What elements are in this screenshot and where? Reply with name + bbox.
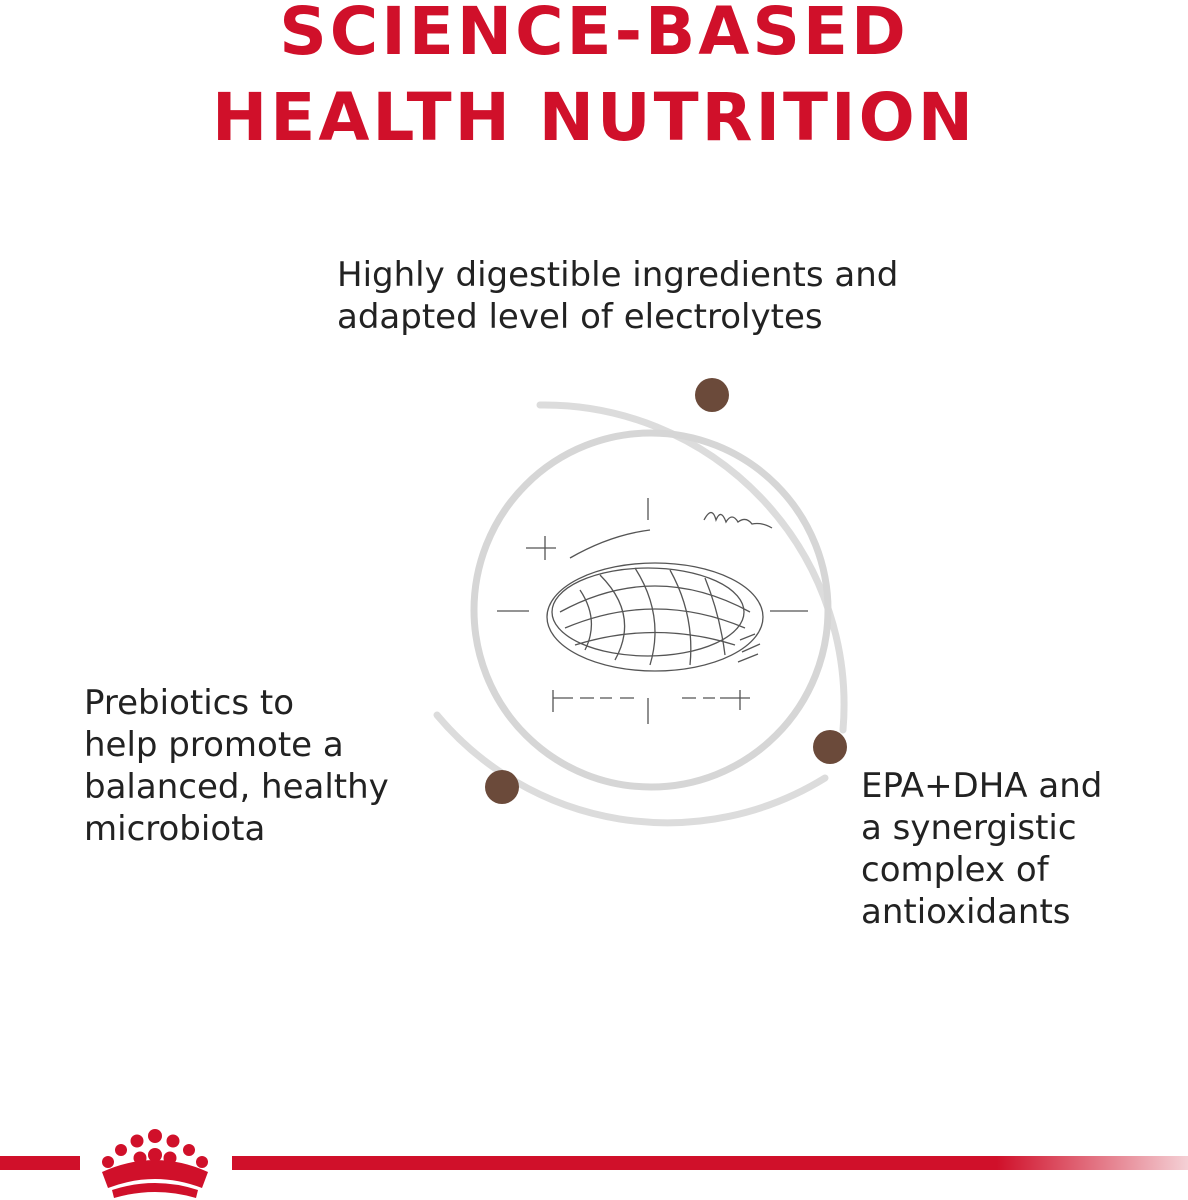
footer-divider-right — [232, 1156, 1188, 1170]
title-line-1: SCIENCE-BASED — [279, 0, 909, 70]
kibble-sketch-icon — [497, 498, 808, 724]
benefit-prebiotics — [84, 682, 389, 850]
benefit-line: help promote a — [84, 725, 344, 765]
benefit-line: microbiota — [84, 809, 266, 849]
benefit-line: Prebiotics to — [84, 683, 295, 723]
crown-logo-icon — [80, 1128, 230, 1200]
outer-ring-arc — [540, 405, 844, 730]
footer-divider-left — [0, 1156, 80, 1170]
benefit-epa-dha — [861, 765, 1102, 933]
benefit-dot-left — [485, 770, 519, 804]
benefit-line: Highly digestible ingredients and — [337, 255, 899, 295]
benefit-line: antioxidants — [861, 892, 1071, 932]
benefit-dot-right — [813, 730, 847, 764]
outer-ring-arc-lower — [437, 715, 825, 823]
benefit-line: a synergistic — [861, 808, 1077, 848]
benefit-line: EPA+DHA and — [861, 766, 1103, 806]
title-line-2: HEALTH NUTRITION — [212, 79, 976, 156]
inner-ring — [474, 433, 828, 787]
benefit-digestibility — [337, 254, 898, 338]
benefit-line: complex of — [861, 850, 1049, 890]
benefit-dot-top — [695, 378, 729, 412]
benefit-line: adapted level of electrolytes — [337, 297, 823, 337]
benefit-line: balanced, healthy — [84, 767, 389, 807]
